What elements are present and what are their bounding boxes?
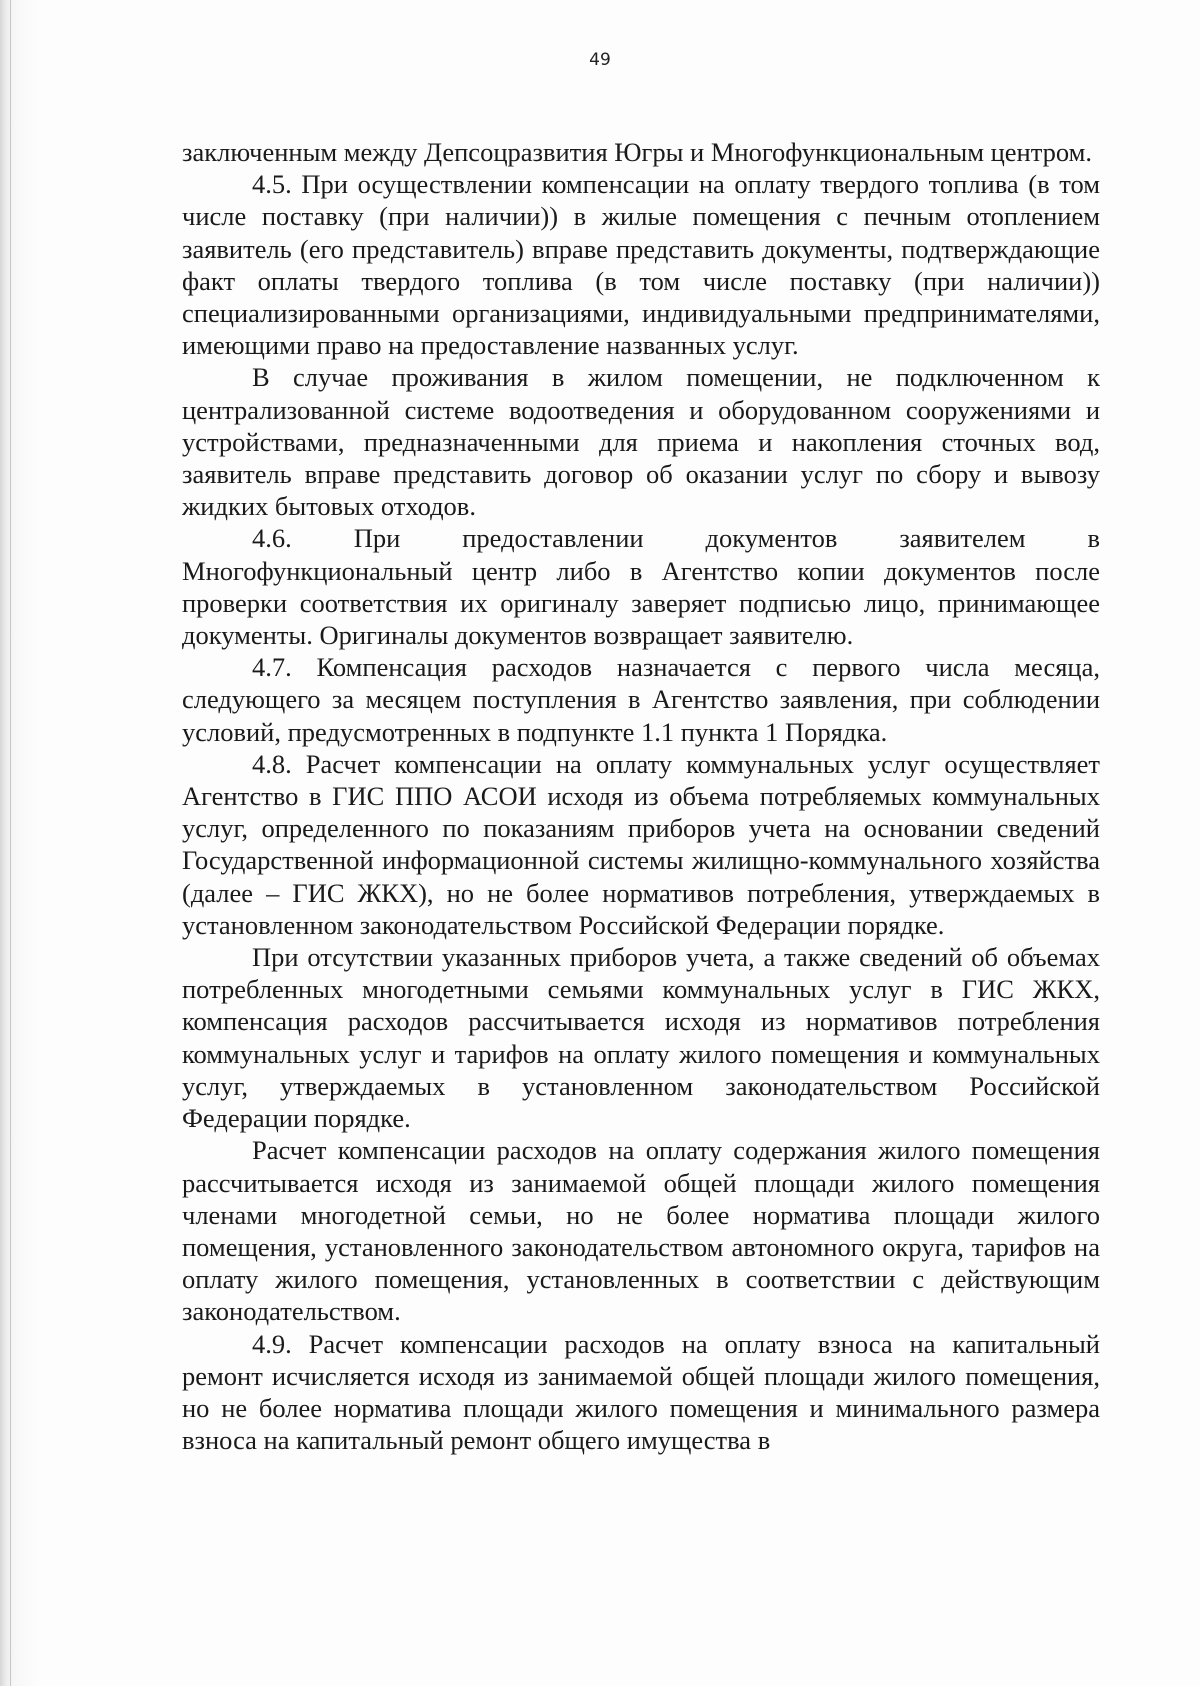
paragraph-4-5: 4.5. При осуществлении компенсации на оплату твердого топлива (в том числе поставку (при наличии)) в жилые помещения с печным отоплением заявитель (его представитель) вправе представить документы, подтверждающие факт оплаты твердого топлива (в том числе поставку (при наличии)) специализированными организациями, индивидуальными предпринимателями, имеющими право на предоставление названных услуг. xyxy=(182,169,1100,361)
document-body xyxy=(182,136,1100,1456)
paragraph-4-8-no-meters: При отсутствии указанных приборов учета, а также сведений об объемах потребленных многодетными семьями коммунальных услуг в ГИС ЖКХ, компенсация расходов рассчитывается исходя из нормативов потребления коммунальных услуг и тарифов на оплату жилого помещения и коммунальных услуг, утверждаемых в установленном законодательством Российской Федерации порядке. xyxy=(182,942,1100,1134)
paragraph-4-7: 4.7. Компенсация расходов назначается с первого числа месяца, следующего за месяцем поступления в Агентство заявления, при соблюдении условий, предусмотренных в подпункте 1.1 пункта 1 Порядка. xyxy=(182,652,1100,747)
scan-edge-line xyxy=(10,0,11,1686)
paragraph-4-5-sewage: В случае проживания в жилом помещении, не подключенном к централизованной системе водоотведения и оборудованном сооружениями и устройствами, предназначенными для приема и накопления сточных вод, заявитель вправе представить договор об оказании услуг по сбору и вывозу жидких бытовых отходов. xyxy=(182,362,1100,522)
paragraph-4-8: 4.8. Расчет компенсации на оплату коммунальных услуг осуществляет Агентство в ГИС ППО АСОИ исходя из объема потребляемых коммунальных услуг, определенного по показаниям приборов учета на основании сведений Государственной информационной системы жилищно-коммунального хозяйства (далее – ГИС ЖКХ), но не более нормативов потребления, утверждаемых в установленном законодательством Российской Федерации порядке. xyxy=(182,748,1100,940)
paragraph-continuation: заключенным между Депсоцразвития Югры и Многофункциональным центром. xyxy=(182,137,1093,167)
paragraph-4-6: 4.6. При предоставлении документов заявителем в Многофункциональный центр либо в Агентство копии документов после проверки соответствия их оригиналу заверяет подписью лицо, принимающее документы. Оригиналы документов возвращает заявителю. xyxy=(182,523,1100,651)
paragraph-4-8-maintenance: Расчет компенсации расходов на оплату содержания жилого помещения рассчитывается исходя из занимаемой общей площади жилого помещения членами многодетной семьи, но не более норматива площади жилого помещения, установленного законодательством автономного округа, тарифов на оплату жилого помещения, установленных в соответствии с действующим законодательством. xyxy=(182,1135,1100,1327)
scan-edge-shadow xyxy=(0,0,40,1686)
page-number: 49 xyxy=(589,50,611,70)
paragraph-4-9: 4.9. Расчет компенсации расходов на оплату взноса на капитальный ремонт исчисляется исходя из занимаемой общей площади жилого помещения, но не более норматива площади жилого помещения и минимального размера взноса на капитальный ремонт общего имущества в xyxy=(182,1328,1100,1456)
